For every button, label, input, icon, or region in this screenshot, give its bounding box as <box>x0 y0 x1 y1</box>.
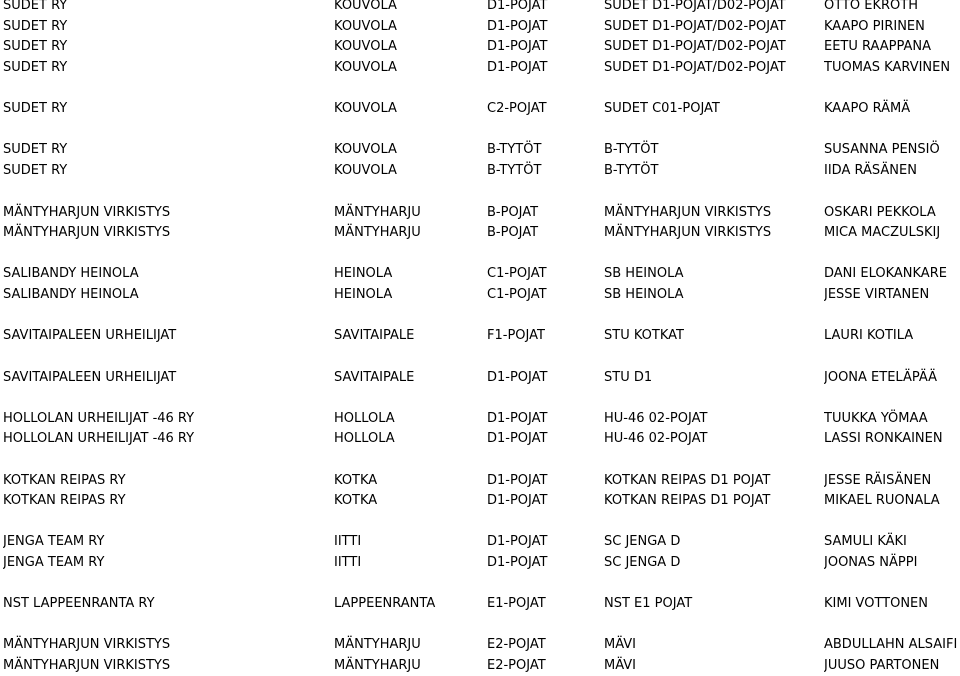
city-cell: KOUVOLA <box>334 60 397 75</box>
team-cell: KOTKAN REIPAS D1 POJAT <box>604 473 771 488</box>
team-cell: KOTKAN REIPAS D1 POJAT <box>604 493 771 508</box>
team-cell: HU-46 02-POJAT <box>604 431 708 446</box>
class-cell: D1-POJAT <box>487 431 548 446</box>
team-cell: SB HEINOLA <box>604 287 684 302</box>
table-row <box>0 409 960 429</box>
team-cell: B-TYTÖT <box>604 142 659 157</box>
class-cell: C1-POJAT <box>487 287 547 302</box>
player-cell: TUOMAS KARVINEN <box>824 60 951 75</box>
class-cell: E2-POJAT <box>487 658 546 673</box>
team-cell: MÄVI <box>604 658 637 673</box>
team-cell: SC JENGA D <box>604 534 681 549</box>
player-cell: SUSANNA PENSIÖ <box>824 142 940 157</box>
table-row <box>0 635 960 655</box>
club-cell: SAVITAIPALEEN URHEILIJAT <box>3 370 177 385</box>
class-cell: D1-POJAT <box>487 19 548 34</box>
city-cell: SAVITAIPALE <box>334 370 415 385</box>
class-cell: E2-POJAT <box>487 637 546 652</box>
table-row <box>0 0 960 16</box>
club-cell: HOLLOLAN URHEILIJAT -46 RY <box>3 431 195 446</box>
table-row <box>0 656 960 676</box>
table-row <box>0 17 960 37</box>
player-cell: JOONAS NÄPPI <box>824 555 918 570</box>
table-row <box>0 532 960 552</box>
class-cell: D1-POJAT <box>487 370 548 385</box>
club-cell: MÄNTYHARJUN VIRKISTYS <box>3 205 171 220</box>
club-cell: KOTKAN REIPAS RY <box>3 473 126 488</box>
city-cell: KOTKA <box>334 493 378 508</box>
city-cell: MÄNTYHARJU <box>334 637 421 652</box>
class-cell: D1-POJAT <box>487 493 548 508</box>
table-row <box>0 471 960 491</box>
team-cell: SUDET D1-POJAT/D02-POJAT <box>604 0 786 13</box>
table-row <box>0 326 960 346</box>
city-cell: KOUVOLA <box>334 19 397 34</box>
city-cell: HOLLOLA <box>334 411 395 426</box>
club-cell: SUDET RY <box>3 60 68 75</box>
table-row <box>0 99 960 119</box>
club-cell: HOLLOLAN URHEILIJAT -46 RY <box>3 411 195 426</box>
class-cell: D1-POJAT <box>487 473 548 488</box>
club-cell: MÄNTYHARJUN VIRKISTYS <box>3 658 171 673</box>
class-cell: D1-POJAT <box>487 60 548 75</box>
club-cell: SALIBANDY HEINOLA <box>3 287 139 302</box>
class-cell: D1-POJAT <box>487 555 548 570</box>
city-cell: MÄNTYHARJU <box>334 205 421 220</box>
class-cell: D1-POJAT <box>487 0 548 13</box>
team-cell: NST E1 POJAT <box>604 596 693 611</box>
club-cell: NST LAPPEENRANTA RY <box>3 596 155 611</box>
table-row <box>0 491 960 511</box>
club-cell: SUDET RY <box>3 101 68 116</box>
table-row <box>0 368 960 388</box>
class-cell: B-TYTÖT <box>487 142 542 157</box>
team-cell: STU D1 <box>604 370 653 385</box>
player-cell: EETU RAAPPANA <box>824 39 932 54</box>
table-row <box>0 58 960 78</box>
player-cell: IIDA RÄSÄNEN <box>824 163 917 178</box>
city-cell: KOUVOLA <box>334 163 397 178</box>
class-cell: F1-POJAT <box>487 328 545 343</box>
player-cell: KAAPO RÄMÄ <box>824 101 911 116</box>
team-cell: MÄNTYHARJUN VIRKISTYS <box>604 205 772 220</box>
player-cell: OTTO EKROTH <box>824 0 918 13</box>
team-cell: HU-46 02-POJAT <box>604 411 708 426</box>
team-cell: B-TYTÖT <box>604 163 659 178</box>
city-cell: KOTKA <box>334 473 378 488</box>
team-cell: SUDET D1-POJAT/D02-POJAT <box>604 39 786 54</box>
class-cell: C1-POJAT <box>487 266 547 281</box>
city-cell: HEINOLA <box>334 266 393 281</box>
player-cell: TUUKKA YÖMAA <box>824 411 928 426</box>
class-cell: B-TYTÖT <box>487 163 542 178</box>
table-row <box>0 285 960 305</box>
player-cell: MIKAEL RUONALA <box>824 493 940 508</box>
team-cell: SUDET D1-POJAT/D02-POJAT <box>604 19 786 34</box>
player-cell: ABDULLAHN ALSAIFI <box>824 637 958 652</box>
class-cell: D1-POJAT <box>487 39 548 54</box>
table-row <box>0 594 960 614</box>
class-cell: E1-POJAT <box>487 596 546 611</box>
player-cell: JOONA ETELÄPÄÄ <box>824 370 938 385</box>
player-cell: DANI ELOKANKARE <box>824 266 947 281</box>
table-row <box>0 553 960 573</box>
club-cell: SAVITAIPALEEN URHEILIJAT <box>3 328 177 343</box>
club-cell: SUDET RY <box>3 19 68 34</box>
club-cell: JENGA TEAM RY <box>3 555 105 570</box>
city-cell: KOUVOLA <box>334 39 397 54</box>
player-cell: LASSI RONKAINEN <box>824 431 943 446</box>
city-cell: SAVITAIPALE <box>334 328 415 343</box>
city-cell: KOUVOLA <box>334 142 397 157</box>
class-cell: B-POJAT <box>487 205 539 220</box>
player-cell: JUUSO PARTONEN <box>824 658 940 673</box>
club-cell: SALIBANDY HEINOLA <box>3 266 139 281</box>
team-cell: SUDET C01-POJAT <box>604 101 720 116</box>
city-cell: HOLLOLA <box>334 431 395 446</box>
club-cell: KOTKAN REIPAS RY <box>3 493 126 508</box>
class-cell: C2-POJAT <box>487 101 547 116</box>
city-cell: LAPPEENRANTA <box>334 596 436 611</box>
city-cell: MÄNTYHARJU <box>334 658 421 673</box>
city-cell: IITTI <box>334 534 362 549</box>
team-cell: MÄNTYHARJUN VIRKISTYS <box>604 225 772 240</box>
team-cell: MÄVI <box>604 637 637 652</box>
table-row <box>0 223 960 243</box>
team-cell: SB HEINOLA <box>604 266 684 281</box>
club-cell: MÄNTYHARJUN VIRKISTYS <box>3 225 171 240</box>
city-cell: KOUVOLA <box>334 101 397 116</box>
city-cell: MÄNTYHARJU <box>334 225 421 240</box>
table-row <box>0 161 960 181</box>
club-cell: SUDET RY <box>3 142 68 157</box>
class-cell: D1-POJAT <box>487 534 548 549</box>
city-cell: HEINOLA <box>334 287 393 302</box>
team-cell: SC JENGA D <box>604 555 681 570</box>
team-cell: STU KOTKAT <box>604 328 684 343</box>
class-cell: B-POJAT <box>487 225 539 240</box>
player-cell: OSKARI PEKKOLA <box>824 205 936 220</box>
player-cell: JESSE RÄISÄNEN <box>824 473 932 488</box>
club-cell: JENGA TEAM RY <box>3 534 105 549</box>
player-cell: KIMI VOTTONEN <box>824 596 928 611</box>
table-row <box>0 140 960 160</box>
club-cell: SUDET RY <box>3 0 68 13</box>
player-cell: KAAPO PIRINEN <box>824 19 925 34</box>
class-cell: D1-POJAT <box>487 411 548 426</box>
club-cell: SUDET RY <box>3 39 68 54</box>
player-cell: SAMULI KÄKI <box>824 534 907 549</box>
table-row <box>0 429 960 449</box>
club-cell: MÄNTYHARJUN VIRKISTYS <box>3 637 171 652</box>
city-cell: IITTI <box>334 555 362 570</box>
city-cell: KOUVOLA <box>334 0 397 13</box>
player-cell: JESSE VIRTANEN <box>824 287 930 302</box>
table-row <box>0 37 960 57</box>
team-cell: SUDET D1-POJAT/D02-POJAT <box>604 60 786 75</box>
player-cell: LAURI KOTILA <box>824 328 914 343</box>
table-row <box>0 203 960 223</box>
club-cell: SUDET RY <box>3 163 68 178</box>
table-row <box>0 264 960 284</box>
player-cell: MICA MACZULSKIJ <box>824 225 941 240</box>
